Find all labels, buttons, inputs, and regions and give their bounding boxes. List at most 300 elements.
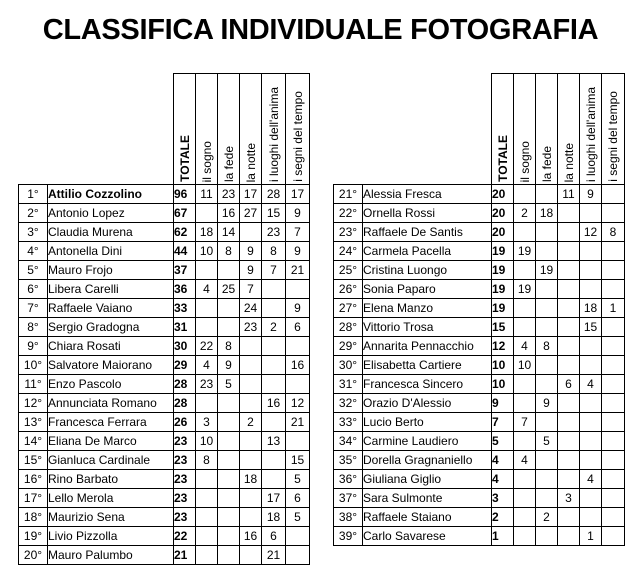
table-row [19, 280, 310, 299]
score-cell: 21 [286, 261, 310, 280]
score-cell [558, 451, 580, 470]
score-cell: 4 [580, 375, 602, 394]
score-cell: 9 [286, 204, 310, 223]
column-header-label: la notte [561, 142, 576, 182]
table-row [19, 413, 310, 432]
score-cell [602, 242, 625, 261]
rank-cell: 10° [19, 356, 48, 375]
score-cell [602, 470, 625, 489]
score-cell: 23 [262, 223, 286, 242]
column-header-label: TOTALE [495, 135, 510, 182]
rank-cell: 24° [334, 242, 363, 261]
score-cell [536, 299, 558, 318]
score-cell: 8 [262, 242, 286, 261]
score-cell [536, 375, 558, 394]
name-cell: Gianluca Cardinale [48, 451, 174, 470]
total-cell: 23 [174, 451, 196, 470]
score-cell [196, 508, 218, 527]
score-cell [536, 185, 558, 204]
column-header [536, 74, 558, 185]
score-cell [602, 508, 625, 527]
table-row [334, 356, 625, 375]
total-cell: 31 [174, 318, 196, 337]
total-cell: 28 [174, 375, 196, 394]
score-cell [580, 451, 602, 470]
score-cell [602, 451, 625, 470]
score-cell: 15 [286, 451, 310, 470]
score-cell: 15 [580, 318, 602, 337]
score-cell [218, 489, 240, 508]
score-cell [196, 204, 218, 223]
total-cell: 28 [174, 394, 196, 413]
total-cell: 19 [492, 242, 514, 261]
score-cell [286, 375, 310, 394]
rank-cell: 35° [334, 451, 363, 470]
total-cell: 26 [174, 413, 196, 432]
score-cell [602, 489, 625, 508]
score-cell: 7 [262, 261, 286, 280]
score-cell [558, 242, 580, 261]
name-cell: Carmine Laudiero [363, 432, 492, 451]
rank-cell: 21° [334, 185, 363, 204]
total-cell: 20 [492, 204, 514, 223]
rank-cell: 37° [334, 489, 363, 508]
table-row [19, 185, 310, 204]
score-cell: 7 [514, 413, 536, 432]
score-cell [536, 470, 558, 489]
table-row [334, 375, 625, 394]
score-cell [286, 280, 310, 299]
rank-cell: 7° [19, 299, 48, 318]
score-cell: 8 [602, 223, 625, 242]
rank-cell: 9° [19, 337, 48, 356]
score-cell [580, 432, 602, 451]
score-cell: 1 [602, 299, 625, 318]
total-cell: 30 [174, 337, 196, 356]
score-cell: 18 [580, 299, 602, 318]
score-cell: 21 [286, 413, 310, 432]
table-row [334, 337, 625, 356]
score-cell [196, 261, 218, 280]
score-cell [240, 337, 262, 356]
table-row [334, 470, 625, 489]
rank-cell: 23° [334, 223, 363, 242]
score-cell [514, 394, 536, 413]
score-cell: 9 [240, 242, 262, 261]
total-cell: 3 [492, 489, 514, 508]
name-cell: Raffaele De Santis [363, 223, 492, 242]
score-cell [240, 508, 262, 527]
total-cell: 12 [492, 337, 514, 356]
score-cell [286, 527, 310, 546]
table-row [334, 280, 625, 299]
score-cell [536, 489, 558, 508]
score-cell: 18 [196, 223, 218, 242]
total-cell: 96 [174, 185, 196, 204]
score-cell [602, 413, 625, 432]
score-cell: 10 [514, 356, 536, 375]
score-cell [602, 527, 625, 546]
total-cell: 20 [492, 223, 514, 242]
total-cell: 36 [174, 280, 196, 299]
name-cell: Livio Pizzolla [48, 527, 174, 546]
score-cell [218, 261, 240, 280]
score-cell [218, 508, 240, 527]
table-row [334, 242, 625, 261]
score-cell [580, 356, 602, 375]
page-title: CLASSIFICA INDIVIDUALE FOTOGRAFIA [42, 14, 599, 46]
total-cell: 2 [492, 508, 514, 527]
score-cell [262, 375, 286, 394]
score-cell [262, 356, 286, 375]
table-row [19, 451, 310, 470]
table-row [19, 470, 310, 489]
column-header-label: la fede [539, 145, 554, 182]
score-cell [580, 261, 602, 280]
score-cell: 9 [240, 261, 262, 280]
score-cell: 16 [240, 527, 262, 546]
score-cell: 3 [558, 489, 580, 508]
name-cell: Enzo Pascolo [48, 375, 174, 394]
table-row [334, 261, 625, 280]
name-cell: Mauro Palumbo [48, 546, 174, 565]
score-cell [262, 470, 286, 489]
score-cell [558, 470, 580, 489]
total-cell: 22 [174, 527, 196, 546]
name-cell: Attilio Cozzolino [48, 185, 174, 204]
score-cell [196, 527, 218, 546]
rank-cell: 8° [19, 318, 48, 337]
score-cell [536, 356, 558, 375]
header-blank [334, 74, 492, 185]
score-cell [196, 489, 218, 508]
rank-cell: 4° [19, 242, 48, 261]
rank-cell: 30° [334, 356, 363, 375]
score-cell [218, 299, 240, 318]
table-row [19, 489, 310, 508]
total-cell: 4 [492, 470, 514, 489]
score-cell [602, 375, 625, 394]
total-cell: 9 [492, 394, 514, 413]
total-cell: 15 [492, 318, 514, 337]
rank-cell: 25° [334, 261, 363, 280]
score-cell [262, 451, 286, 470]
score-cell: 23 [218, 185, 240, 204]
rank-cell: 2° [19, 204, 48, 223]
name-cell: Carlo Savarese [363, 527, 492, 546]
score-cell [196, 470, 218, 489]
score-cell [286, 337, 310, 356]
score-cell [558, 413, 580, 432]
score-cell: 9 [218, 356, 240, 375]
header-row [19, 74, 310, 185]
name-cell: Raffaele Staiano [363, 508, 492, 527]
table-row [334, 299, 625, 318]
score-cell: 3 [196, 413, 218, 432]
score-cell [602, 261, 625, 280]
score-cell [536, 280, 558, 299]
column-header-label: il sogno [199, 140, 214, 182]
rank-cell: 32° [334, 394, 363, 413]
score-cell: 2 [536, 508, 558, 527]
score-cell [218, 546, 240, 565]
score-cell [580, 508, 602, 527]
name-cell: Alessia Fresca [363, 185, 492, 204]
name-cell: Antonio Lopez [48, 204, 174, 223]
score-cell: 23 [240, 318, 262, 337]
score-cell [558, 280, 580, 299]
score-cell: 4 [196, 356, 218, 375]
score-cell: 19 [514, 242, 536, 261]
column-header-label: i segni del tempo [606, 91, 620, 182]
total-cell: 44 [174, 242, 196, 261]
score-cell [218, 318, 240, 337]
rank-cell: 6° [19, 280, 48, 299]
score-cell [218, 527, 240, 546]
score-cell: 16 [262, 394, 286, 413]
name-cell: Sara Sulmonte [363, 489, 492, 508]
name-cell: Libera Carelli [48, 280, 174, 299]
score-cell [536, 527, 558, 546]
rank-cell: 3° [19, 223, 48, 242]
name-cell: Raffaele Vaiano [48, 299, 174, 318]
score-cell: 5 [286, 508, 310, 527]
name-cell: Lello Merola [48, 489, 174, 508]
score-cell [240, 394, 262, 413]
table-row [19, 546, 310, 565]
rank-cell: 15° [19, 451, 48, 470]
table-row [19, 375, 310, 394]
score-cell [218, 432, 240, 451]
rank-cell: 36° [334, 470, 363, 489]
score-cell [602, 356, 625, 375]
score-cell: 18 [262, 508, 286, 527]
score-cell: 9 [536, 394, 558, 413]
rank-cell: 33° [334, 413, 363, 432]
score-cell [514, 223, 536, 242]
table-row [19, 204, 310, 223]
score-cell [558, 337, 580, 356]
score-cell [196, 394, 218, 413]
name-cell: Antonella Dini [48, 242, 174, 261]
table-row [19, 318, 310, 337]
column-header [196, 74, 218, 185]
total-cell: 62 [174, 223, 196, 242]
score-cell [240, 451, 262, 470]
score-cell: 12 [580, 223, 602, 242]
name-cell: Sergio Gradogna [48, 318, 174, 337]
score-cell [240, 432, 262, 451]
total-cell: 5 [492, 432, 514, 451]
table-row [19, 242, 310, 261]
total-cell: 10 [492, 375, 514, 394]
total-cell: 21 [174, 546, 196, 565]
ranking-rows-left [19, 185, 310, 565]
column-header [174, 74, 196, 185]
column-header [580, 74, 602, 185]
score-cell: 19 [536, 261, 558, 280]
column-header-label: la notte [243, 142, 258, 182]
name-cell: Vittorio Trosa [363, 318, 492, 337]
column-header-label: i luoghi dell'anima [266, 86, 281, 182]
score-cell: 14 [218, 223, 240, 242]
score-cell [196, 546, 218, 565]
score-cell [514, 527, 536, 546]
score-cell [514, 375, 536, 394]
score-cell: 17 [262, 489, 286, 508]
score-cell [514, 470, 536, 489]
table-row [334, 223, 625, 242]
header-row [334, 74, 625, 185]
score-cell: 1 [580, 527, 602, 546]
column-header-label: i luoghi dell'anima [583, 86, 598, 182]
table-row [334, 318, 625, 337]
score-cell: 8 [196, 451, 218, 470]
rank-cell: 38° [334, 508, 363, 527]
table-row [334, 508, 625, 527]
total-cell: 33 [174, 299, 196, 318]
rank-cell: 18° [19, 508, 48, 527]
score-cell: 18 [536, 204, 558, 223]
name-cell: Claudia Murena [48, 223, 174, 242]
score-cell: 5 [536, 432, 558, 451]
score-cell: 4 [196, 280, 218, 299]
table-row [19, 337, 310, 356]
score-cell: 19 [514, 280, 536, 299]
score-cell: 17 [286, 185, 310, 204]
score-cell [240, 223, 262, 242]
score-cell: 5 [218, 375, 240, 394]
column-header [218, 74, 240, 185]
table-row [334, 432, 625, 451]
score-cell [580, 489, 602, 508]
rank-cell: 20° [19, 546, 48, 565]
ranking-rows-right [334, 185, 625, 546]
score-cell [262, 337, 286, 356]
score-cell: 6 [262, 527, 286, 546]
column-header [602, 74, 625, 185]
score-cell: 10 [196, 432, 218, 451]
table-row [19, 356, 310, 375]
table-row [334, 204, 625, 223]
column-header [492, 74, 514, 185]
table-row [334, 185, 625, 204]
name-cell: Cristina Luongo [363, 261, 492, 280]
score-cell [262, 299, 286, 318]
total-cell: 19 [492, 280, 514, 299]
table-row [19, 299, 310, 318]
score-cell [286, 546, 310, 565]
score-cell: 4 [514, 451, 536, 470]
name-cell: Ornella Rossi [363, 204, 492, 223]
rank-cell: 13° [19, 413, 48, 432]
score-cell: 6 [286, 489, 310, 508]
name-cell: Elena Manzo [363, 299, 492, 318]
ranking-table-right [333, 73, 625, 546]
name-cell: Salvatore Maiorano [48, 356, 174, 375]
table-row [19, 394, 310, 413]
score-cell: 8 [536, 337, 558, 356]
rank-cell: 12° [19, 394, 48, 413]
score-cell [514, 318, 536, 337]
score-cell [536, 413, 558, 432]
rank-cell: 1° [19, 185, 48, 204]
score-cell [558, 432, 580, 451]
name-cell: Elisabetta Cartiere [363, 356, 492, 375]
name-cell: Chiara Rosati [48, 337, 174, 356]
score-cell: 21 [262, 546, 286, 565]
score-cell [262, 413, 286, 432]
rank-cell: 19° [19, 527, 48, 546]
score-cell [602, 185, 625, 204]
score-cell: 22 [196, 337, 218, 356]
score-cell: 13 [262, 432, 286, 451]
column-header-label: TOTALE [177, 135, 192, 182]
score-cell: 28 [262, 185, 286, 204]
score-cell [580, 394, 602, 413]
score-cell: 6 [558, 375, 580, 394]
score-cell [580, 337, 602, 356]
score-cell: 2 [262, 318, 286, 337]
name-cell: Dorella Gragnaniello [363, 451, 492, 470]
table-row [334, 413, 625, 432]
score-cell: 9 [580, 185, 602, 204]
name-cell: Eliana De Marco [48, 432, 174, 451]
rank-cell: 17° [19, 489, 48, 508]
name-cell: Francesca Ferrara [48, 413, 174, 432]
score-cell [240, 375, 262, 394]
score-cell: 15 [262, 204, 286, 223]
score-cell: 9 [286, 299, 310, 318]
table-row [19, 432, 310, 451]
score-cell: 4 [580, 470, 602, 489]
score-cell: 10 [196, 242, 218, 261]
score-cell [602, 204, 625, 223]
score-cell: 11 [196, 185, 218, 204]
total-cell: 19 [492, 261, 514, 280]
score-cell [218, 413, 240, 432]
score-cell: 5 [286, 470, 310, 489]
score-cell [602, 337, 625, 356]
name-cell: Giuliana Giglio [363, 470, 492, 489]
score-cell: 27 [240, 204, 262, 223]
ranking-table-left [18, 73, 310, 565]
name-cell: Francesca Sincero [363, 375, 492, 394]
total-cell: 7 [492, 413, 514, 432]
name-cell: Carmela Pacella [363, 242, 492, 261]
score-cell [580, 413, 602, 432]
score-cell [536, 242, 558, 261]
name-cell: Mauro Frojo [48, 261, 174, 280]
score-cell [602, 318, 625, 337]
score-cell: 18 [240, 470, 262, 489]
rank-cell: 39° [334, 527, 363, 546]
score-cell [514, 299, 536, 318]
column-header [558, 74, 580, 185]
rank-cell: 14° [19, 432, 48, 451]
table-row [334, 394, 625, 413]
score-cell: 2 [240, 413, 262, 432]
total-cell: 20 [492, 185, 514, 204]
rank-cell: 29° [334, 337, 363, 356]
score-cell [558, 356, 580, 375]
score-cell [536, 318, 558, 337]
score-cell: 24 [240, 299, 262, 318]
total-cell: 19 [492, 299, 514, 318]
score-cell [580, 204, 602, 223]
score-cell [218, 451, 240, 470]
score-cell [240, 356, 262, 375]
